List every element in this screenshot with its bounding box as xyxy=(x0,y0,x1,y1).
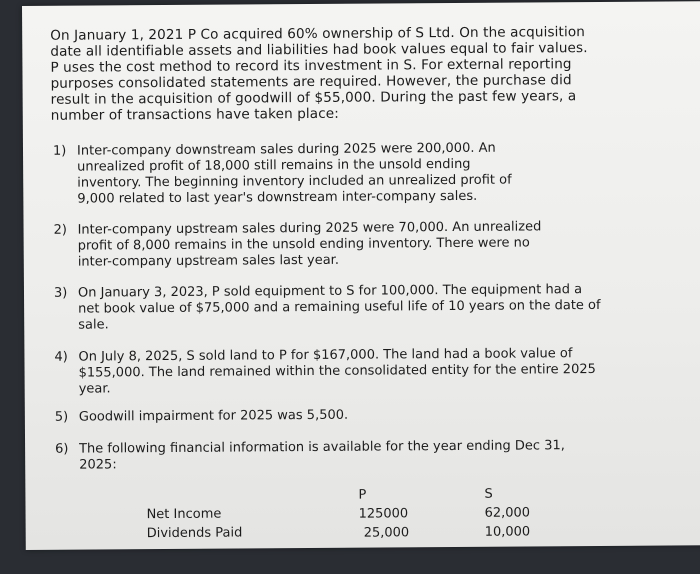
list-item-4 xyxy=(54,346,604,397)
column-header-p: P xyxy=(358,487,367,503)
column-header-s: S xyxy=(484,486,493,502)
document-page xyxy=(22,1,700,550)
dividends-paid-s: 10,000 xyxy=(484,524,531,540)
item-text: On January 3, 2023, P sold equipment to S for 100,000. The equipment had a net book value of $75,000 and a remaining useful life of 10 years on the date of sale. xyxy=(77,282,601,333)
item-number: 6) xyxy=(55,441,69,457)
intro-paragraph: On January 1, 2021 P Co acquired 60% ownership of S Ltd. On the acquisition date all identifiable assets and liabilities had book values equal to fair values. P uses the cost method to record its investment in S. For external reporting purposes consolidated statements are required. However, the purchase did result in the acquisition of goodwill of $55,000. During the past few years, a number of transactions have taken place: xyxy=(50,24,588,124)
row-label-dividends-paid: Dividends Paid xyxy=(146,525,243,542)
item-text: Inter-company upstream sales during 2025 were 70,000. An unrealized profit of 8,000 remains in the unsold ending inventory. There were no inter-company upstream sales last year. xyxy=(77,219,542,270)
list-item-1 xyxy=(52,140,543,207)
item-number: 3) xyxy=(53,285,68,301)
item-text: On July 8, 2025, S sold land to P for $167,000. The land had a book value of $155,000. The land remained within the consolidated entity for the entire 2025 year. xyxy=(78,346,596,397)
item-text: Inter-company downstream sales during 2025 were 200,000. An unrealized profit of 18,000 still remains in the unsold ending inventory. The beginning inventory included an unrealized profit of 9,000 related to last year's downstream inter-company sales. xyxy=(76,140,512,207)
item-number: 5) xyxy=(54,409,69,425)
item-text: Goodwill impairment for 2025 was 5,500. xyxy=(78,407,349,425)
net-income-p: 125000 xyxy=(358,506,409,522)
dividends-paid-p: 25,000 xyxy=(363,525,410,541)
item-text: The following financial information is available for the year ending Dec 31, 2025: xyxy=(79,438,565,473)
item-number: 2) xyxy=(53,222,67,238)
item-number: 1) xyxy=(52,143,67,159)
item-number: 4) xyxy=(54,349,68,365)
row-label-net-income: Net Income xyxy=(146,506,222,523)
list-item-3 xyxy=(53,282,604,333)
list-item-2 xyxy=(53,219,564,270)
net-income-s: 62,000 xyxy=(484,505,531,521)
list-item-6 xyxy=(55,438,575,473)
list-item-5 xyxy=(54,406,605,425)
